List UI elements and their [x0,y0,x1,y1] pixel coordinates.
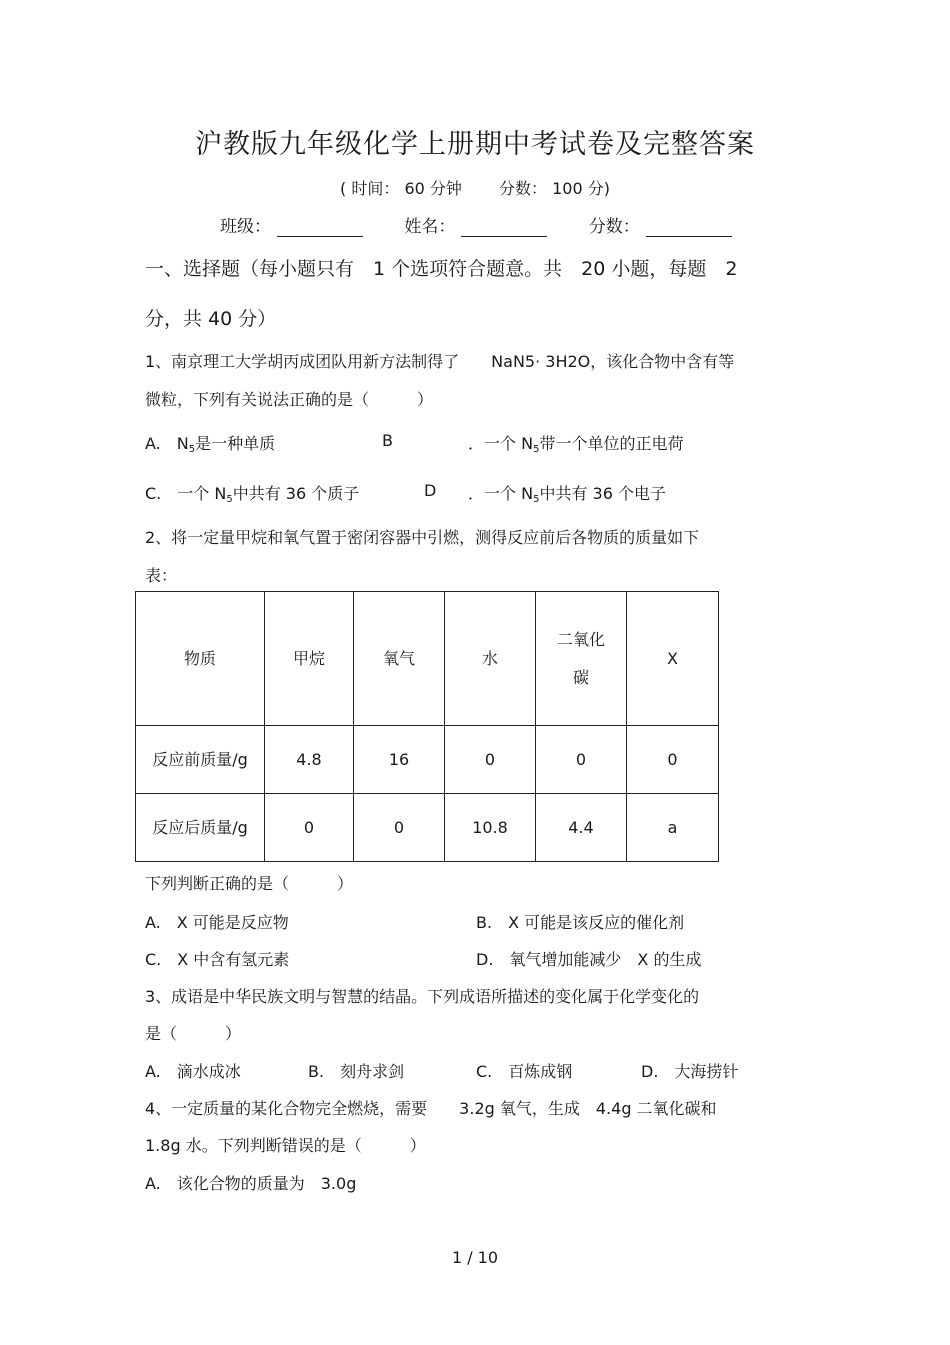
exam-time: ( 时间： 60 分钟 [340,179,462,198]
q1-stem-line1: 1、南京理工大学胡丙成团队用新方法制得了 NaN5· 3H2O，该化合物中含有等 [145,352,735,371]
mass-table [135,591,719,862]
student-info [220,212,768,237]
table-cell: 0 [354,794,445,862]
table-cell: 4.4 [536,794,627,862]
table-cell: 10.8 [445,794,536,862]
table-header-cell: 二氧化碳 [536,592,627,726]
table-header-cell: 水 [445,592,536,726]
table-row [136,794,719,862]
q1-option-d-letter: D [424,481,437,500]
table-row [136,726,719,794]
table-cell: a [627,794,719,862]
table-header-cell: 甲烷 [265,592,354,726]
exam-meta [0,176,950,199]
q3-option-c: C. 百炼成钢 [476,1062,573,1081]
score-blank [646,218,732,237]
table-cell: 0 [265,794,354,862]
q1-option-b: ．一个 $N_5$带一个单位的正电荷 [468,434,684,455]
table-row-label: 反应前质量/g [136,726,265,794]
score-label: 分数： [588,217,640,237]
q3-stem-line2: 是（ ） [145,1024,242,1043]
q1-option-c: C. 一个 $N_5$中共有 36 个质子 [145,484,360,505]
page-title: 沪教版九年级化学上册期中考试卷及完整答案 [195,129,755,160]
table-cell: 16 [354,726,445,794]
table-cell: 4.8 [265,726,354,794]
q2-option-c: C. X 中含有氢元素 [145,950,290,969]
table-cell: 0 [445,726,536,794]
table-row-label: 反应后质量/g [136,794,265,862]
name-label: 姓名： [404,217,456,237]
table-cell: 0 [627,726,719,794]
class-blank [277,218,363,237]
table-header-cell: 氧气 [354,592,445,726]
table-header-cell: 物质 [136,592,265,726]
q4-stem-line2: 1.8g 水。下列判断错误的是（ ） [145,1136,426,1155]
table-header-row [136,592,719,726]
class-label: 班级： [220,217,271,237]
q2-prompt: 下列判断正确的是（ ） [145,874,354,893]
q2-option-b: B. X 可能是该反应的催化剂 [476,913,685,932]
page-number: 1 / 10 [451,1248,499,1267]
q1-option-b-letter: B [382,431,393,450]
section-heading-line1: 一、选择题（每小题只有 1 个选项符合题意。共 20 小题，每题 2 [145,258,738,280]
q3-option-d: D. 大海捞针 [641,1062,739,1081]
exam-total-score: 分数： 100 分) [499,179,610,198]
q2-option-d: D. 氧气增加能减少 X 的生成 [476,950,702,969]
q1-option-d: ．一个 $N_5$中共有 36 个电子 [468,484,666,505]
q3-option-b: B. 刻舟求剑 [308,1062,405,1081]
q4-option-a: A. 该化合物的质量为 3.0g [145,1174,357,1193]
q1-option-a: A. $N_5$是一种单质 [145,434,276,455]
q2-stem-line1: 2、将一定量甲烷和氧气置于密闭容器中引燃，测得反应前后各物质的质量如下 [145,528,700,547]
q2-option-a: A. X 可能是反应物 [145,913,289,932]
table-cell: 0 [536,726,627,794]
q1-stem-line2: 微粒，下列有关说法正确的是（ ） [145,390,434,409]
section-heading-line2: 分，共 40 分） [145,308,277,330]
q2-stem-line2: 表： [145,566,178,585]
q3-option-a: A. 滴水成冰 [145,1062,241,1081]
q4-stem-line1: 4、一定质量的某化合物完全燃烧，需要 3.2g 氧气，生成 4.4g 二氧化碳和 [145,1099,717,1118]
name-blank [461,218,547,237]
table-header-cell: X [627,592,719,726]
q3-stem-line1: 3、成语是中华民族文明与智慧的结晶。下列成语所描述的变化属于化学变化的 [145,987,700,1006]
